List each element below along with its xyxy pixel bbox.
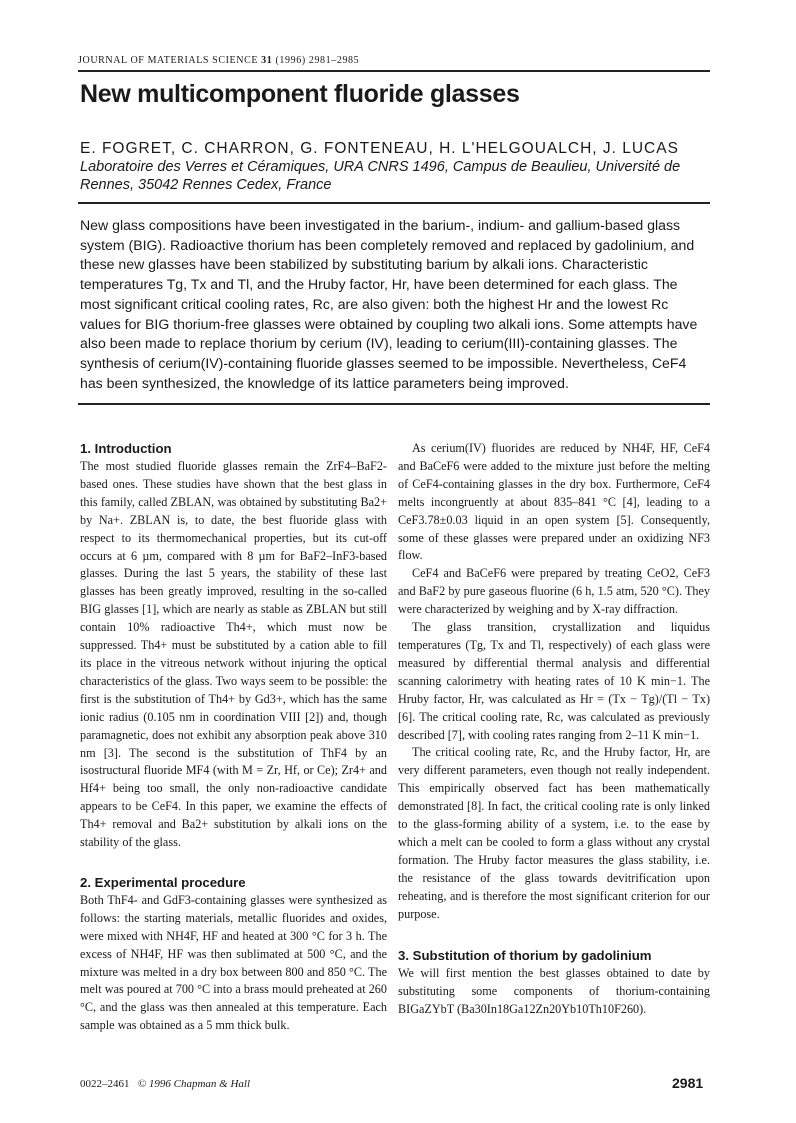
abstract-rule-bottom — [78, 403, 710, 405]
author-list: E. FOGRET, C. CHARRON, G. FONTENEAU, H. L'HELGOUALCH, J. LUCAS — [80, 140, 679, 157]
footer-issn-copyright — [80, 1078, 250, 1090]
header-rule — [78, 70, 710, 72]
paper-title: New multicomponent fluoride glasses — [80, 80, 520, 108]
journal-name: JOURNAL OF MATERIALS SCIENCE — [78, 55, 259, 66]
introduction-paragraph: The most studied fluoride glasses remain the ZrF4–BaF2-based ones. These studies have shown that the best glass in this family, called ZBLAN, was obtained by substituting Ba2+ by Na+. ZBLAN is, to date, the best fluoride glass with respect to its thermomechanical properties, but its cut-off occurs at 6 µm, compared with 8 µm for BaF2–InF3-based glasses. During the last 5 years, the stability of these last glasses has been greatly improved, resulting in the so-called BIG glasses [1], which are nearly as stable as ZBLAN but still contain 10% radioactive Th4+, which must now be suppressed. Th4+ must be substituted by a cation able to fill its place in the vitreous network without injuring the optical characteristics of the glass. Two ways seem to be possible: the first is the substitution of Th4+ by Gd3+, which has the same ionic radius (0.105 nm in coordination VIII [2]) and, though paramagnetic, does not exhibit any absorption peak above 310 nm [3]. The second is the substitution of ThF4 by an isostructural fluoride MF4 (with M = Zr, Hf, or Ce); Zr4+ and Hf4+ being too small, the only non-radioactive candidate appears to be CeF4. In this paper, we examine the effects of Th4+ removal and Ba2+ substitution by alkali ions on the stability of the glass. — [80, 459, 387, 850]
cooling-rate-paragraph: The critical cooling rate, Rc, and the Hruby factor, Hr, are very different parameters, even though not really independent. This empirically observed fact has been mathematically demonstrated [8]. In fact, the critical cooling rate is only linked to the glass-forming ability of a system, i.e. to the ease by which a melt can be cooled to form a glass without any crystal formation. The Hruby factor measures the glass stability, i.e. the resistance of the glass towards devitrification upon reheating, and is therefore the most significant criterion for our purpose. — [398, 745, 710, 921]
journal-volume: 31 — [261, 55, 273, 66]
section-heading-experimental: 2. Experimental procedure — [80, 874, 246, 890]
section-heading-substitution: 3. Substitution of thorium by gadolinium — [398, 948, 652, 964]
substitution-paragraph: We will first mention the best glasses obtained to date by substituting some components of thorium-containing BIGaZYbT (Ba30In18Ga12Zn20Yb10Th10F260). — [398, 966, 710, 1017]
left-column — [80, 440, 387, 1035]
right-column — [398, 440, 710, 1019]
copyright: © 1996 Chapman & Hall — [137, 1078, 251, 1090]
abstract: New glass compositions have been investigated in the barium-, indium- and gallium-based glass system (BIG). Radioactive thorium has been completely removed and replaced by gadolinium, and these new glasses have been stabilized by substituting barium by alkali ions. Characteristic temperatures Tg, Tx and Tl, and the Hruby factor, Hr, have been determined for each glass. The most significant critical cooling rates, Rc, are also given: both the highest Hr and the lowest Rc values for BIG thorium-free glasses were obtained by coupling two alkali ions. Some attempts have also been made to replace thorium by cerium (IV), leading to cerium(III)-containing glasses. The synthesis of cerium(IV)-containing fluoride glasses seemed to be impossible. Nevertheless, CeF4 has been synthesized, the knowledge of its lattice parameters being improved. — [80, 217, 698, 391]
thermal-analysis-paragraph: The glass transition, crystallization and liquidus temperatures (Tg, Tx and Tl, respectively) of each glass were measured by differential thermal analysis and differential scanning calorimetry with heating rates of 10 K min−1. The Hruby factor, Hr, was calculated as Hr = (Tx − Tg)/(Tl − Tx) [6]. The critical cooling rate, Rc, was calculated as previously described [7], with cooling rates ranging from 2–11 K min−1. — [398, 620, 710, 742]
journal-year-pages: (1996) 2981–2985 — [275, 55, 360, 66]
experimental-paragraph: Both ThF4- and GdF3-containing glasses were synthesized as follows: the starting materials, metallic fluorides and oxides, were mixed with NH4F, HF and heated at 300 °C for 3 h. The excess of NH4F, HF was then sublimated at 500 °C, and the mixture was melted in a dry box between 800 and 850 °C. The melt was poured at 700 °C into a brass mould preheated at 260 °C, and the glass was then annealed at this temperature. Each sample was obtained as a 5 mm thick bulk. — [80, 892, 387, 1033]
journal-header — [78, 55, 359, 66]
affiliation: Laboratoire des Verres et Céramiques, URA CNRS 1496, Campus de Beaulieu, Université de Rennes, 35042 Rennes Cedex, France — [80, 159, 681, 193]
cerium-fluoride-paragraph: As cerium(IV) fluorides are reduced by NH4F, HF, CeF4 and BaCeF6 were added to the mixture just before the melting of CeF4-containing glasses in the dry box. Furthermore, CeF4 melts incongruently at about 835–841 °C [4], leading to a CeF3.78±0.03 liquid in an open system [5]. Consequently, some of these glasses were prepared under an oxidizing NF3 flow. — [398, 441, 710, 563]
section-heading-introduction: 1. Introduction — [80, 441, 172, 456]
issn: 0022–2461 — [80, 1078, 130, 1090]
abstract-rule-top — [78, 202, 710, 204]
preparation-paragraph: CeF4 and BaCeF6 were prepared by treating CeO2, CeF3 and BaF2 by pure gaseous fluorine (6 h, 1.5 atm, 520 °C). They were characterized by weighing and by X-ray diffraction. — [398, 566, 710, 617]
page-number: 2981 — [672, 1075, 704, 1091]
